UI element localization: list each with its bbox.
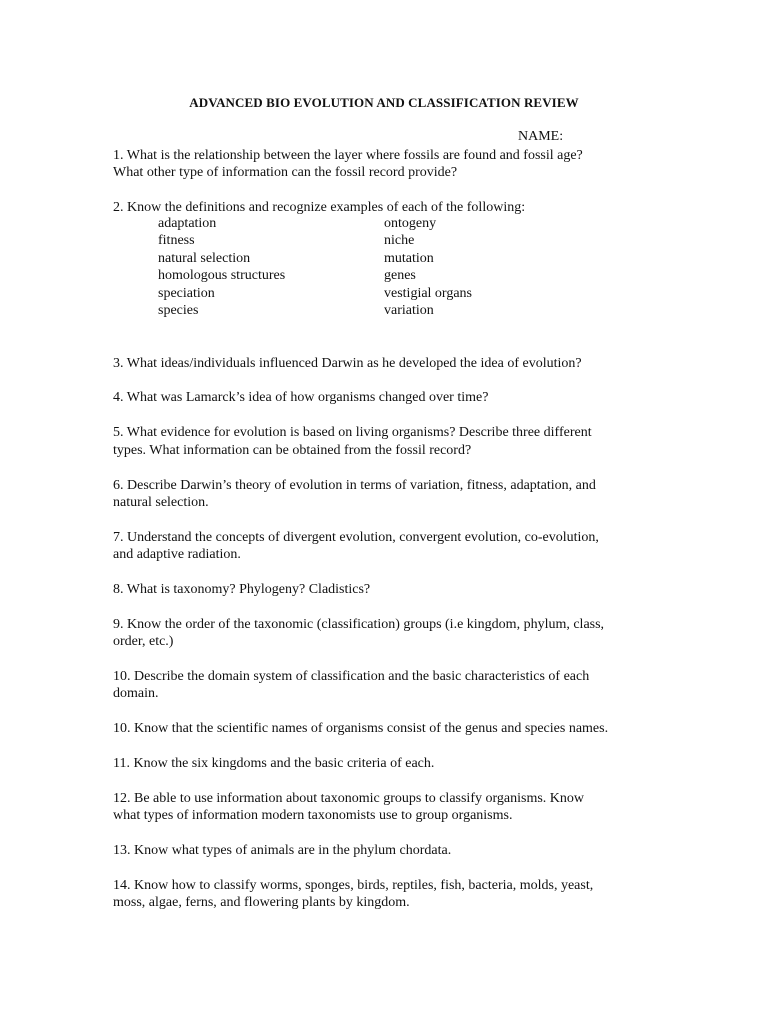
document-title: ADVANCED BIO EVOLUTION AND CLASSIFICATION REVIEW xyxy=(189,95,579,110)
name-label: NAME: xyxy=(518,129,564,144)
question-9-line-2: order, etc.) xyxy=(113,634,174,649)
question-1-line-2: What other type of information can the fossil record provide? xyxy=(113,165,458,180)
question-12-line-2: what types of information modern taxonomists use to group organisms. xyxy=(113,808,513,823)
question-13-line-1: 13. Know what types of animals are in the phylum chordata. xyxy=(113,843,452,858)
question-7-line-2: and adaptive radiation. xyxy=(113,547,241,562)
terms-left-column xyxy=(158,215,285,319)
term-item: natural selection xyxy=(158,250,251,266)
term-item: ontogeny xyxy=(384,216,437,231)
question-12-line-1: 12. Be able to use information about taxonomic groups to classify organisms. Know xyxy=(113,791,585,806)
question-9-line-1: 9. Know the order of the taxonomic (classification) groups (i.e kingdom, phylum, class, xyxy=(113,617,605,632)
question-14-line-1: 14. Know how to classify worms, sponges, birds, reptiles, fish, bacteria, molds, yeast, xyxy=(113,878,594,893)
question-10a-line-1: 10. Describe the domain system of classification and the basic characteristics of each xyxy=(113,669,590,684)
term-item: vestigial organs xyxy=(384,285,473,301)
question-5-line-1: 5. What evidence for evolution is based on living organisms? Describe three different xyxy=(113,425,592,440)
question-2-line-1: 2. Know the definitions and recognize examples of each of the following: xyxy=(113,200,526,215)
term-item: fitness xyxy=(158,233,195,249)
question-7-line-1: 7. Understand the concepts of divergent evolution, convergent evolution, co-evolution, xyxy=(113,530,599,545)
question-4-line-1: 4. What was Lamarck’s idea of how organisms changed over time? xyxy=(113,390,489,405)
question-6-line-2: natural selection. xyxy=(113,495,209,510)
term-item: homologous structures xyxy=(158,268,286,284)
term-item: adaptation xyxy=(158,216,217,231)
question-11-line-1: 11. Know the six kingdoms and the basic criteria of each. xyxy=(113,756,435,771)
question-14-line-2: moss, algae, ferns, and flowering plants by kingdom. xyxy=(113,895,410,910)
term-item: niche xyxy=(384,233,415,249)
question-10a-line-2: domain. xyxy=(113,686,159,701)
term-item: species xyxy=(158,303,199,319)
question-10b-line-1: 10. Know that the scientific names of organisms consist of the genus and species names. xyxy=(113,721,609,736)
term-item: genes xyxy=(384,268,416,284)
question-6-line-1: 6. Describe Darwin’s theory of evolution in terms of variation, fitness, adaptation, and xyxy=(113,478,596,493)
term-item: speciation xyxy=(158,285,215,301)
question-5-line-2: types. What information can be obtained from the fossil record? xyxy=(113,443,472,458)
question-8-line-1: 8. What is taxonomy? Phylogeny? Cladistics? xyxy=(113,582,371,597)
term-item: mutation xyxy=(384,250,434,266)
question-1-line-1: 1. What is the relationship between the layer where fossils are found and fossil age? xyxy=(113,148,583,163)
question-3-line-1: 3. What ideas/individuals influenced Darwin as he developed the idea of evolution? xyxy=(113,356,582,371)
term-item: variation xyxy=(384,303,434,319)
terms-right-column xyxy=(384,215,472,319)
